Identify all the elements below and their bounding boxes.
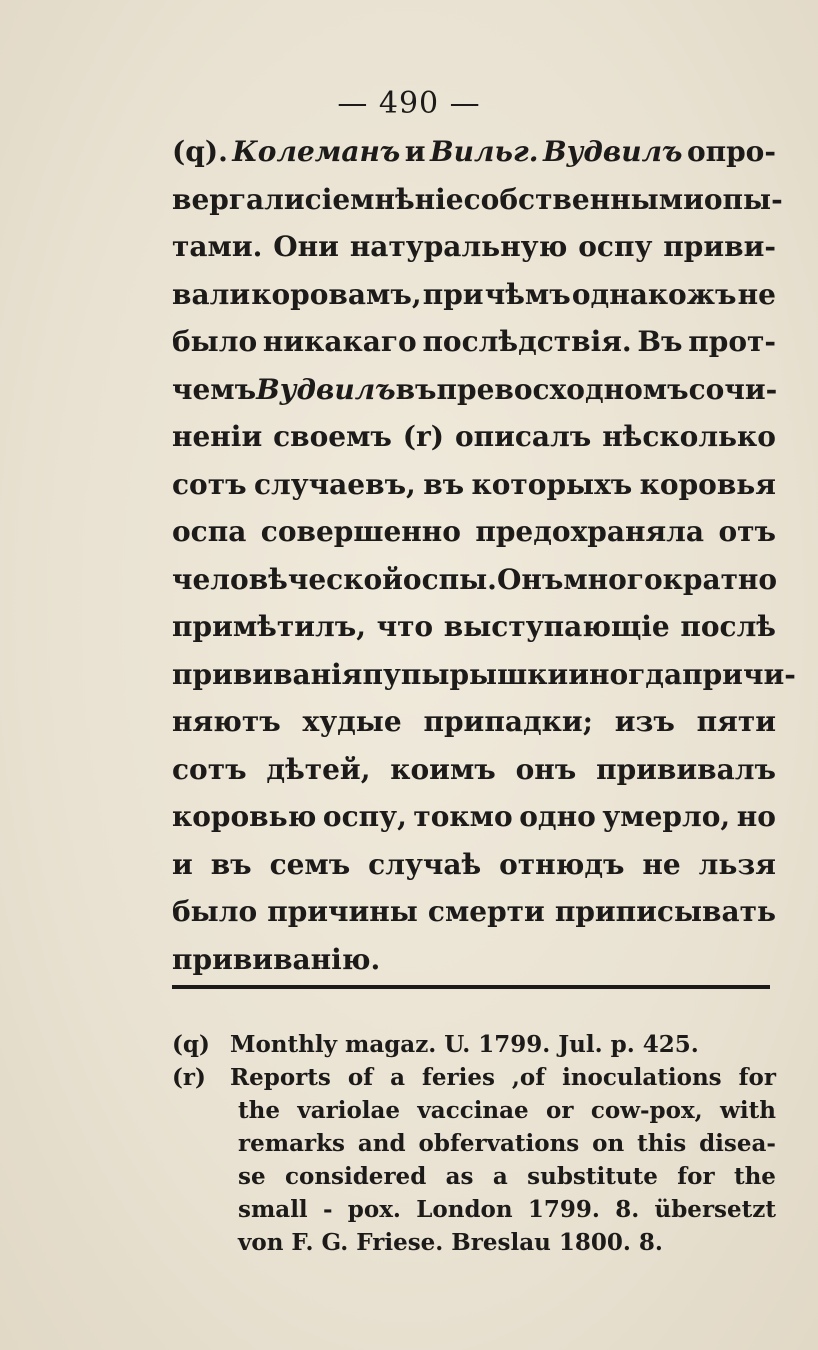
footnote-r-line — [172, 1094, 782, 1127]
footnote-r — [172, 1061, 782, 1259]
word: примѣтилъ, — [172, 610, 366, 643]
text-line — [172, 176, 783, 224]
word: нѣсколько — [602, 420, 776, 453]
footnote-r-text — [230, 1061, 776, 1094]
word: пупырышки — [362, 657, 569, 691]
word: тами. — [172, 230, 263, 263]
footnotes — [172, 1028, 782, 1259]
text-line — [172, 461, 776, 509]
text-line — [172, 413, 776, 461]
word: сіе — [304, 182, 351, 216]
text-line — [172, 366, 776, 414]
word: приписывать — [554, 895, 776, 928]
word: токмо — [413, 800, 513, 833]
word: inoculations — [562, 1064, 722, 1091]
word: опы- — [703, 182, 783, 216]
word: причины — [267, 895, 418, 928]
word: вали — [172, 277, 251, 311]
word: remarks — [238, 1130, 345, 1157]
word: obfervations — [418, 1130, 580, 1157]
word: одно — [519, 800, 596, 833]
footnote-q-marker: (q) — [172, 1031, 210, 1058]
word: the — [238, 1097, 280, 1124]
text-line — [172, 508, 776, 556]
word: pox. — [347, 1196, 401, 1223]
word: for — [677, 1163, 715, 1190]
word: a — [390, 1064, 405, 1091]
word: онъ — [515, 752, 577, 786]
word: совершенно — [260, 515, 461, 548]
word: предохраняла — [475, 515, 705, 548]
word: for — [738, 1064, 776, 1091]
word: опро- — [686, 135, 776, 168]
word: Они — [273, 230, 339, 263]
word: смерти — [427, 895, 545, 928]
word: въ — [423, 467, 465, 501]
footnote-rule — [172, 985, 770, 989]
word: и — [172, 847, 193, 881]
word: оспы. — [402, 562, 497, 596]
word: Онъ — [496, 562, 564, 596]
word: умерло, — [602, 800, 731, 833]
word: причи- — [682, 657, 796, 691]
text-line — [172, 128, 776, 176]
word: послѣ — [680, 610, 776, 643]
word: которыхъ — [471, 467, 633, 501]
word: мнѣніе — [350, 182, 464, 216]
text-line — [172, 556, 776, 604]
word: or — [546, 1097, 574, 1124]
word: a — [492, 1163, 508, 1190]
word: но — [736, 800, 776, 833]
body-text — [172, 128, 796, 983]
word: of — [347, 1064, 374, 1091]
word: выступающіе — [443, 610, 670, 643]
word: случаѣ — [368, 847, 482, 881]
word: Вудвилъ — [256, 372, 396, 406]
word: Колеманъ — [232, 135, 401, 168]
word: with — [720, 1097, 776, 1124]
word: оспу — [578, 230, 653, 263]
word: однакожъ — [571, 277, 737, 311]
word: въ — [395, 372, 437, 406]
word: коимъ — [390, 752, 496, 786]
word: feries — [421, 1064, 495, 1091]
word: чемъ — [172, 372, 257, 406]
text-line — [172, 793, 776, 841]
text-line — [172, 841, 776, 889]
word: von F. G. Friese. Breslau 1800. 8. — [238, 1229, 663, 1256]
word: собственными — [463, 182, 704, 216]
footnote-r-line — [172, 1160, 782, 1193]
word: ,of — [511, 1064, 546, 1091]
word: дѣтей, — [266, 752, 371, 786]
word: приви- — [663, 230, 776, 263]
word: small — [238, 1196, 308, 1223]
text-line — [172, 271, 776, 319]
word: иногда — [568, 657, 683, 691]
word: as — [445, 1163, 474, 1190]
word: disea- — [699, 1130, 776, 1157]
word: this — [637, 1130, 687, 1157]
word: прививанію. — [172, 942, 381, 976]
word: London — [416, 1196, 513, 1223]
word: 1799. — [527, 1196, 600, 1223]
word: отнюдъ — [499, 847, 625, 881]
word: изъ — [614, 705, 675, 738]
word: (r) — [402, 420, 445, 453]
word: припадки; — [423, 705, 593, 738]
text-line — [172, 603, 776, 651]
word: худые — [302, 705, 402, 738]
word: сотъ — [172, 752, 247, 786]
text-line — [172, 888, 776, 936]
text-line — [172, 698, 776, 746]
text-line — [172, 746, 776, 794]
word: оспа — [172, 515, 247, 548]
word: не — [737, 277, 776, 311]
word: натуральную — [349, 230, 568, 263]
page-number: — 490 — — [337, 86, 481, 121]
word: превосходномъ — [436, 372, 689, 406]
word: коровью — [172, 800, 317, 833]
word: не — [642, 847, 681, 881]
word: няютъ — [172, 705, 281, 738]
word: случаевъ, — [253, 467, 416, 501]
word: коровамъ, — [251, 277, 422, 311]
word: коровья — [639, 467, 776, 501]
word: Вудвилъ — [542, 135, 683, 168]
footnote-r-line — [172, 1127, 782, 1160]
word: on — [592, 1130, 625, 1157]
word: variolae — [297, 1097, 401, 1124]
word: многократно — [563, 562, 778, 596]
word: чѣмъ — [484, 277, 571, 311]
word: пяти — [696, 705, 776, 738]
word: своемъ — [273, 420, 392, 453]
word: вергали — [172, 182, 305, 216]
word: übersetzt — [654, 1196, 776, 1223]
footnote-r-line — [172, 1193, 782, 1226]
word: (q). — [172, 135, 228, 168]
footnote-r-line — [172, 1061, 782, 1094]
footnote-q-text: Monthly magaz. U. 1799. Jul. p. 425. — [230, 1031, 699, 1058]
text-line — [172, 223, 776, 271]
word: сочи- — [688, 372, 778, 406]
word: въ — [210, 847, 252, 881]
word: прививанія — [172, 657, 363, 691]
word: vaccinae — [417, 1097, 529, 1124]
text-line — [172, 936, 776, 984]
word: Вильг. — [430, 135, 539, 168]
footnote-r-line — [172, 1226, 782, 1259]
word: прививалъ — [596, 752, 776, 786]
word: Въ — [637, 325, 683, 358]
word: cow-pox, — [590, 1097, 703, 1124]
word: семъ — [269, 847, 351, 881]
word: человѣческой — [172, 562, 403, 596]
word: и — [404, 135, 426, 168]
footnote-r-marker: (r) — [172, 1064, 206, 1091]
word: неніи — [172, 420, 263, 453]
word: было — [172, 895, 258, 928]
word: the — [733, 1163, 776, 1190]
word: - — [322, 1196, 333, 1223]
word: сотъ — [172, 467, 247, 501]
word: льзя — [698, 847, 776, 881]
word: никакаго — [262, 325, 417, 358]
word: 8. — [615, 1196, 640, 1223]
word: and — [357, 1130, 406, 1157]
word: considered — [284, 1163, 427, 1190]
word: se — [238, 1163, 266, 1190]
word: что — [376, 610, 434, 643]
word: при — [422, 277, 484, 311]
word: было — [172, 325, 258, 358]
text-line — [172, 318, 776, 366]
word: оспу, — [322, 800, 407, 833]
word: Reports — [230, 1064, 331, 1091]
footnote-q — [172, 1028, 782, 1061]
word: отъ — [718, 515, 776, 548]
word: прот- — [688, 325, 776, 358]
text-line — [172, 651, 796, 699]
word: substitute — [527, 1163, 658, 1190]
word: послѣдствія. — [422, 325, 632, 358]
word: описалъ — [454, 420, 592, 453]
